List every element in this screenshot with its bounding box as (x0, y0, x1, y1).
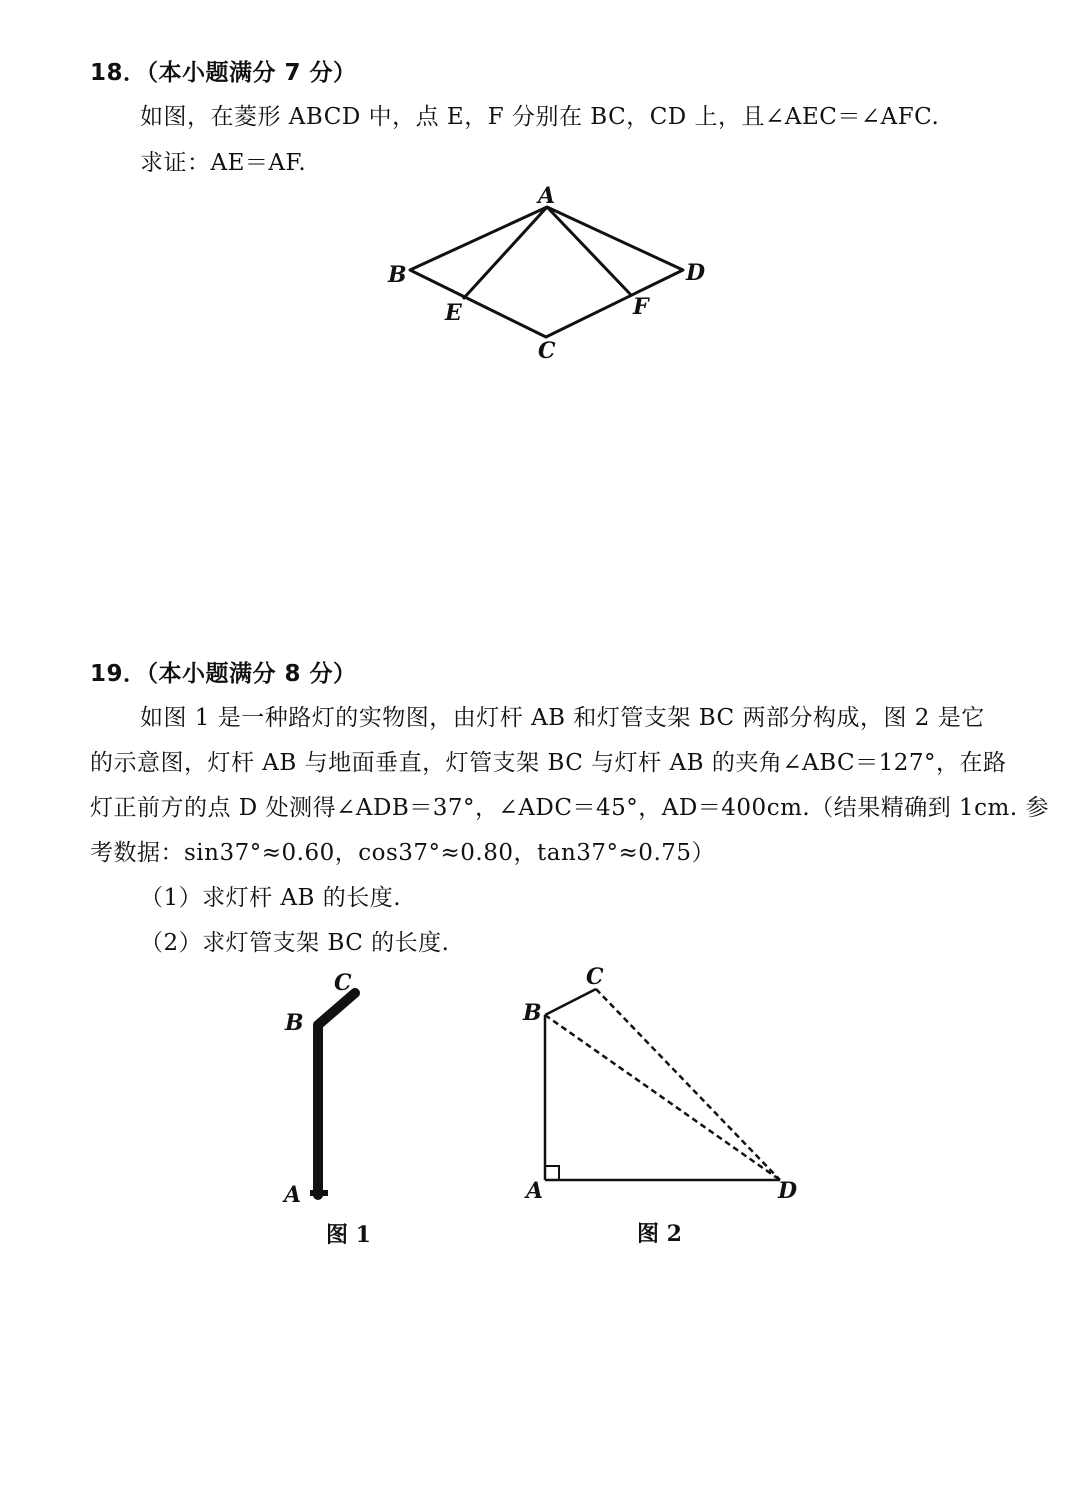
fig1-label-a: A (284, 1182, 302, 1208)
q19-line4: 考数据：sin37°≈0.60，cos37°≈0.80，tan37°≈0.75） (90, 840, 716, 866)
label-d: D (686, 260, 706, 286)
label-b: B (388, 262, 407, 288)
fig2-schematic (545, 989, 780, 1180)
fig2-label-d: D (778, 1178, 798, 1204)
dashed-bd (545, 1015, 780, 1180)
fig2-label-a: A (526, 1178, 544, 1204)
fig2-label-b: B (523, 1000, 542, 1026)
q19-header: 19．（本小题满分 8 分） (90, 661, 357, 687)
fig1-caption: 图 1 (326, 1222, 371, 1248)
segment-bc (545, 989, 596, 1015)
q19-line2: 的示意图，灯杆 AB 与地面垂直，灯管支架 BC 与灯杆 AB 的夹角∠ABC＝127°，在路 (90, 750, 1007, 776)
q19-part2: （2）求灯管支架 BC 的长度. (140, 930, 450, 956)
q18-statement: 如图，在菱形 ABCD 中，点 E，F 分别在 BC，CD 上，且∠AEC＝∠AFC. (140, 104, 940, 130)
q19-part1: （1）求灯杆 AB 的长度. (140, 885, 402, 911)
lamp-pole (318, 993, 355, 1195)
fig2-caption: 图 2 (637, 1221, 682, 1247)
label-f: F (633, 294, 649, 320)
q18-header: 18．（本小题满分 7 分） (90, 60, 357, 86)
fig1-streetlamp (310, 993, 355, 1196)
label-c: C (538, 338, 556, 364)
q19-line3: 灯正前方的点 D 处测得∠ADB＝37°，∠ADC＝45°，AD＝400cm.（结果精确到 1cm. 参 (90, 795, 1049, 821)
fig1-label-b: B (285, 1010, 304, 1036)
fig1-label-c: C (334, 970, 352, 996)
q18-prove: 求证：AE＝AF. (140, 150, 307, 176)
dashed-cd (596, 989, 780, 1180)
q19-line1: 如图 1 是一种路灯的实物图，由灯杆 AB 和灯管支架 BC 两部分构成，图 2 是它 (140, 705, 985, 731)
segment-ae (463, 207, 547, 299)
label-e: E (445, 300, 462, 326)
label-a: A (538, 183, 556, 209)
right-angle-mark (545, 1166, 559, 1180)
fig2-label-c: C (586, 964, 604, 990)
lamp-base (310, 1190, 328, 1196)
segment-af (547, 207, 632, 296)
